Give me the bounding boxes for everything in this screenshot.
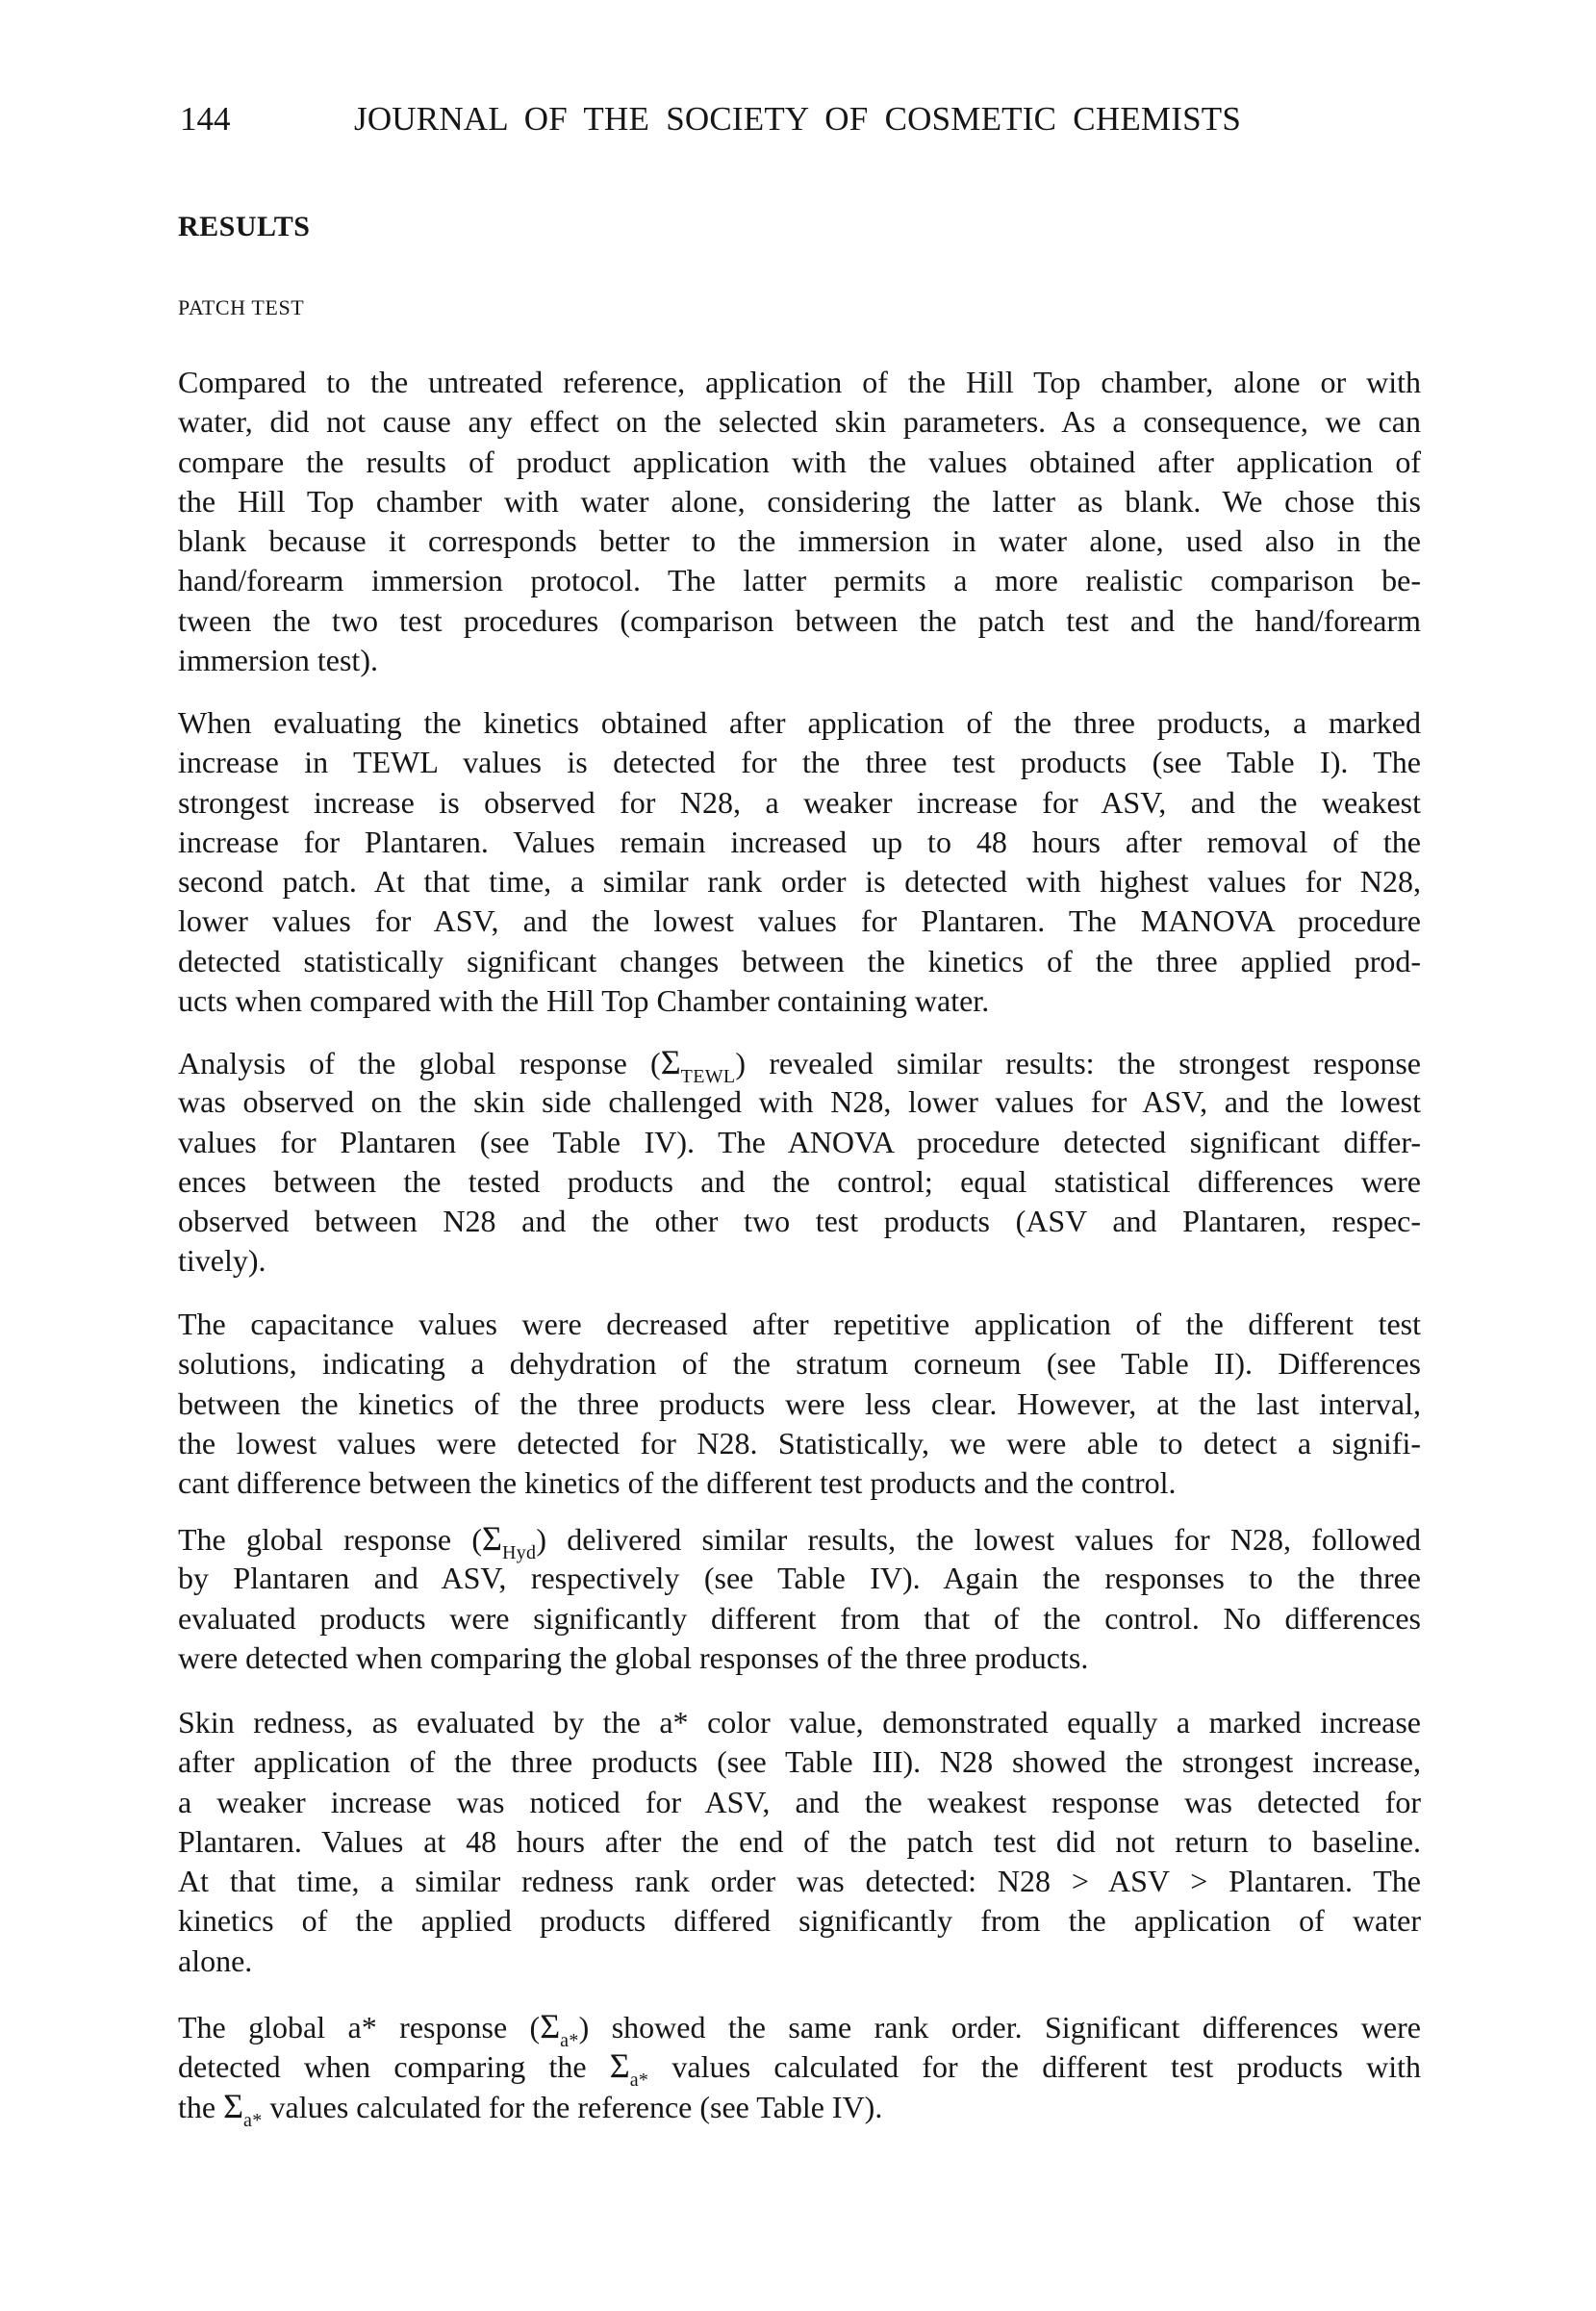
text-line: At that time, a similar redness rank order was detected: N28 > ASV > Plantaren. The <box>178 1864 1421 1899</box>
text-line: a weaker increase was noticed for ASV, and the weakest response was detected for <box>178 1784 1421 1819</box>
page-number: 144 <box>180 100 231 138</box>
sigma-symbol: Σ <box>540 2007 561 2045</box>
text-line: the $\Sigma_{a*}$ values calculated for the reference (see Table IV). <box>178 2086 883 2131</box>
subscript-hyd: Hyd <box>501 1542 537 1563</box>
text-line: the lowest values were detected for N28. Statistically, we were able to detect a signifi- <box>178 1425 1421 1460</box>
text-line: tween the two test procedures (comparison between the patch test and the hand/forearm <box>178 602 1421 638</box>
text-line: alone. <box>178 1943 253 1978</box>
text-line: Analysis of the global response $(\Sigma_{TEWL})$ revealed similar results: the strongest response <box>178 1043 1421 1087</box>
text-line: The capacitance values were decreased after repetitive application of the different test <box>178 1307 1421 1341</box>
subsection-heading-patch-test: PATCH TEST <box>178 295 305 319</box>
text-line: increase in TEWL values is detected for the three test products (see Table I). The <box>178 745 1421 780</box>
text-line: tively). <box>178 1243 266 1279</box>
subscript-a-star: a* <box>629 2070 649 2092</box>
text-line: The global a* response $(\Sigma_{a*})$ showed the same rank order. Significant differences were <box>178 2007 1421 2051</box>
text-line: between the kinetics of the three products were less clear. However, at the last interval, <box>178 1385 1421 1421</box>
text-line: immersion test). <box>178 643 378 678</box>
paragraph-4 <box>178 1305 1421 1503</box>
paragraph-3 <box>178 1043 1421 1282</box>
subscript-tewl: TEWL <box>680 1066 736 1087</box>
text-line: kinetics of the applied products differed significantly from the application of water <box>178 1903 1421 1939</box>
text-line: evaluated products were significantly different from that of the control. No differences <box>178 1600 1421 1636</box>
text-line: by Plantaren and ASV, respectively (see Table IV). Again the responses to the three <box>178 1561 1421 1596</box>
text-line: Compared to the untreated reference, application of the Hill Top chamber, alone or with <box>178 365 1421 399</box>
text-line: detected statistically significant changes between the kinetics of the three applied prod- <box>178 943 1421 978</box>
text-line: second patch. At that time, a similar rank order is detected with highest values for N28, <box>178 864 1421 900</box>
text-line: When evaluating the kinetics obtained after application of the three products, a marked <box>178 705 1421 740</box>
text-line: detected when comparing the $\Sigma_{a*}$ values calculated for the different test products with <box>178 2046 1421 2092</box>
sigma-symbol: Σ <box>223 2086 244 2125</box>
text-line: increase for Plantaren. Values remain increased up to 48 hours after removal of the <box>178 824 1421 859</box>
text-line: was observed on the skin side challenged with N28, lower values for ASV, and the lowest <box>178 1084 1421 1120</box>
text-line: cant difference between the kinetics of the different test products and the control. <box>178 1465 1177 1501</box>
text-line: the Hill Top chamber with water alone, considering the latter as blank. We chose this <box>178 483 1421 519</box>
text-line: were detected when comparing the global responses of the three products. <box>178 1639 1089 1675</box>
text-line: values for Plantaren (see Table IV). The ANOVA procedure detected significant differ- <box>178 1124 1421 1159</box>
text-line: Plantaren. Values at 48 hours after the end of the patch test did not return to baseline. <box>178 1823 1421 1859</box>
text-line: The global response $(\Sigma_{Hyd})$ delivered similar results, the lowest values for N28, followed <box>178 1519 1421 1563</box>
section-heading-results: RESULTS <box>178 211 311 242</box>
text-line: ences between the tested products and the control; equal statistical differences were <box>178 1163 1421 1199</box>
text-line: after application of the three products (see Table III). N28 showed the strongest increase, <box>178 1744 1421 1780</box>
text-line: ucts when compared with the Hill Top Chamber containing water. <box>178 983 990 1019</box>
text-line: water, did not cause any effect on the selected skin parameters. As a consequence, we can <box>178 404 1421 440</box>
sigma-symbol: Σ <box>482 1519 502 1558</box>
subscript-a-star: a* <box>560 2030 579 2051</box>
text-line: lower values for ASV, and the lowest values for Plantaren. The MANOVA procedure <box>178 903 1421 939</box>
paragraph-1 <box>178 363 1421 680</box>
subscript-a-star: a* <box>243 2109 263 2131</box>
text-line: observed between N28 and the other two test products (ASV and Plantaren, respec- <box>178 1204 1421 1239</box>
text-line: Skin redness, as evaluated by the a* color value, demonstrated equally a marked increase <box>178 1705 1421 1740</box>
text-line: compare the results of product application with the values obtained after application of <box>178 444 1421 479</box>
journal-running-title: JOURNAL OF THE SOCIETY OF COSMETIC CHEMISTS <box>354 100 1241 138</box>
text-line: blank because it corresponds better to the immersion in water alone, used also in the <box>178 523 1421 559</box>
text-line: strongest increase is observed for N28, a weaker increase for ASV, and the weakest <box>178 784 1421 820</box>
paragraph-6 <box>178 1703 1421 1981</box>
text-line: solutions, indicating a dehydration of the stratum corneum (see Table II). Differences <box>178 1346 1421 1382</box>
paragraph-2 <box>178 703 1421 1021</box>
paragraph-5 <box>178 1519 1421 1678</box>
sigma-symbol: Σ <box>609 2046 630 2086</box>
paragraph-7 <box>178 2007 1421 2131</box>
text-line: hand/forearm immersion protocol. The latter permits a more realistic comparison be- <box>178 563 1421 598</box>
sigma-symbol: Σ <box>660 1043 681 1081</box>
